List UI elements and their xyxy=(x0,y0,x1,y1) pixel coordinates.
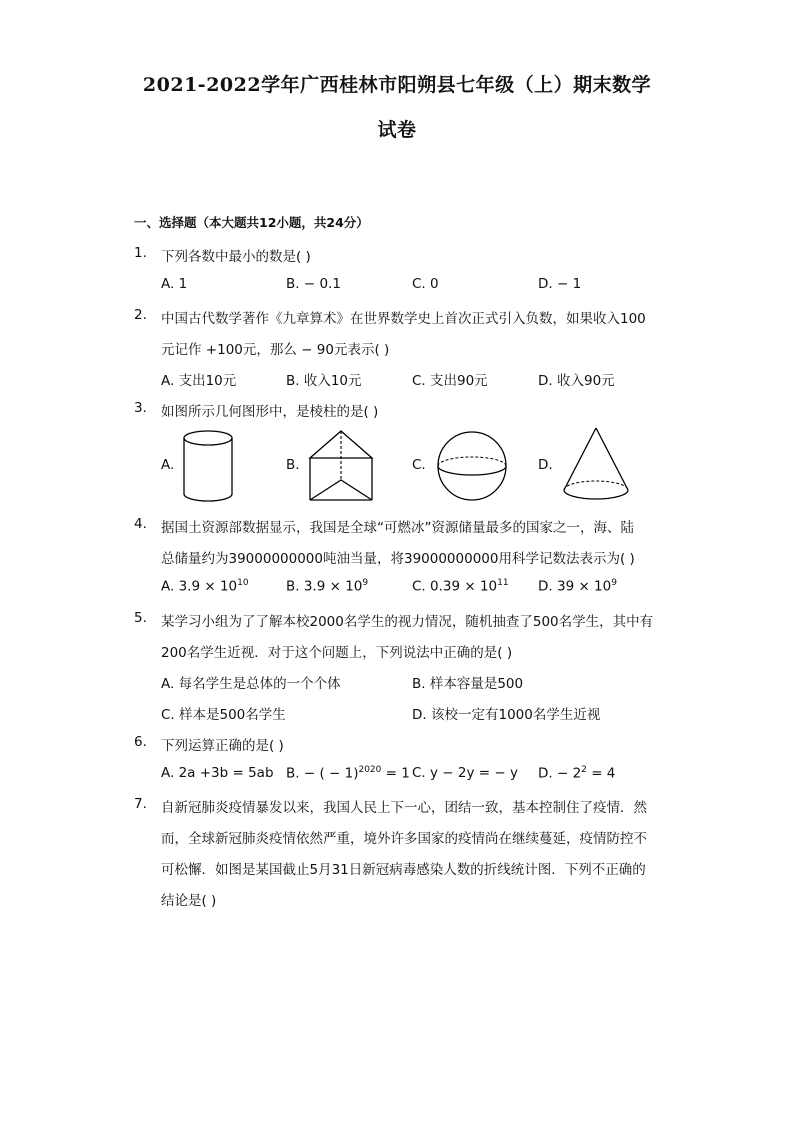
question-text-line2: 总储量约为39000000000吨油当量，将39000000000用科学记数法表示为( ) xyxy=(161,551,635,567)
question-number: 1. xyxy=(134,245,147,261)
q1-option-a: A. 1 xyxy=(161,276,188,292)
question-text-line2: 而，全球新冠肺炎疫情依然严重，境外许多国家的疫情尚在继续蔓延，疫情防控不 xyxy=(161,831,647,847)
q3-option-a: A. xyxy=(161,457,175,473)
section-header: 一、选择题（本大题共12小题，共24分） xyxy=(134,215,369,230)
question-text-line1: 中国古代数学著作《九章算术》在世界数学史上首次正式引入负数，如果收入100 xyxy=(161,311,646,327)
question-number: 5. xyxy=(134,610,147,626)
q3-option-d: D. xyxy=(538,457,553,473)
question-text: 如图所示几何图形中，是棱柱的是( ) xyxy=(161,404,379,420)
question-text: 下列各数中最小的数是( ) xyxy=(161,249,311,265)
q5-option-b: B. 样本容量是500 xyxy=(412,676,524,692)
question-number: 4. xyxy=(134,516,147,532)
sphere-figure xyxy=(434,430,510,502)
question-text-line3: 可松懈．如图是某国截止5月31日新冠病毒感染人数的折线统计图．下列不正确的 xyxy=(161,862,646,878)
q4-option-c: C. $0.39 \times 10^{11}$ xyxy=(412,578,509,595)
q2-option-a: A. 支出10元 xyxy=(161,373,237,389)
q3-option-c: C. xyxy=(412,457,426,473)
question-text-line1: 自新冠肺炎疫情暴发以来，我国人民上下一心，团结一致，基本控制住了疫情．然 xyxy=(161,800,647,816)
question-text-line1: 据国土资源部数据显示，我国是全球“可燃冰”资源储量最多的国家之一，海、陆 xyxy=(161,520,634,536)
question-number: 2. xyxy=(134,307,147,323)
q2-option-b: B. 收入10元 xyxy=(286,373,362,389)
q4-option-b: B. $3.9 \times 10^9$ xyxy=(286,578,369,595)
q5-option-a: A. 每名学生是总体的一个个体 xyxy=(161,676,341,692)
q2-option-c: C. 支出90元 xyxy=(412,373,488,389)
q4-option-d: D. $39 \times 10^9$ xyxy=(538,578,617,595)
q5-option-d: D. 该校一定有1000名学生近视 xyxy=(412,707,601,723)
q6-option-c: C. y − 2y = − y xyxy=(412,765,518,781)
cylinder-figure xyxy=(180,428,236,504)
q3-option-b: B. xyxy=(286,457,300,473)
cone-figure xyxy=(560,426,632,506)
q1-option-c: C. 0 xyxy=(412,276,439,292)
question-number: 3. xyxy=(134,400,147,416)
question-text-line2: 元记作 +100元，那么 − 90元表示( ) xyxy=(161,342,390,358)
question-text: 下列运算正确的是( ) xyxy=(161,738,284,754)
q6-option-d: D. − $2^2 = 4$ xyxy=(538,765,616,782)
q5-option-c: C. 样本是500名学生 xyxy=(161,707,286,723)
question-number: 6. xyxy=(134,734,147,750)
question-text-line1: 某学习小组为了了解本校2000名学生的视力情况，随机抽查了500名学生，其中有 xyxy=(161,614,654,630)
question-text-line2: 200名学生近视．对于这个问题上，下列说法中正确的是( ) xyxy=(161,645,513,661)
q1-option-b: B. − 0.1 xyxy=(286,276,341,292)
triangular-prism-figure xyxy=(306,428,376,504)
q6-option-b: B. − ( − 1)$^{2020}$ = 1 xyxy=(286,765,410,782)
exam-title-line1: 2021-2022学年广西桂林市阳朔县七年级（上）期末数学 xyxy=(142,74,652,96)
q6-option-a: A. 2a +3b = 5ab xyxy=(161,765,274,781)
question-text-line4: 结论是( ) xyxy=(161,893,217,909)
q2-option-d: D. 收入90元 xyxy=(538,373,615,389)
q4-option-a: A. $3.9 \times 10^{10}$ xyxy=(161,578,249,595)
exam-title-line2: 试卷 xyxy=(377,119,417,141)
q1-option-d: D. − 1 xyxy=(538,276,582,292)
question-number: 7. xyxy=(134,796,147,812)
